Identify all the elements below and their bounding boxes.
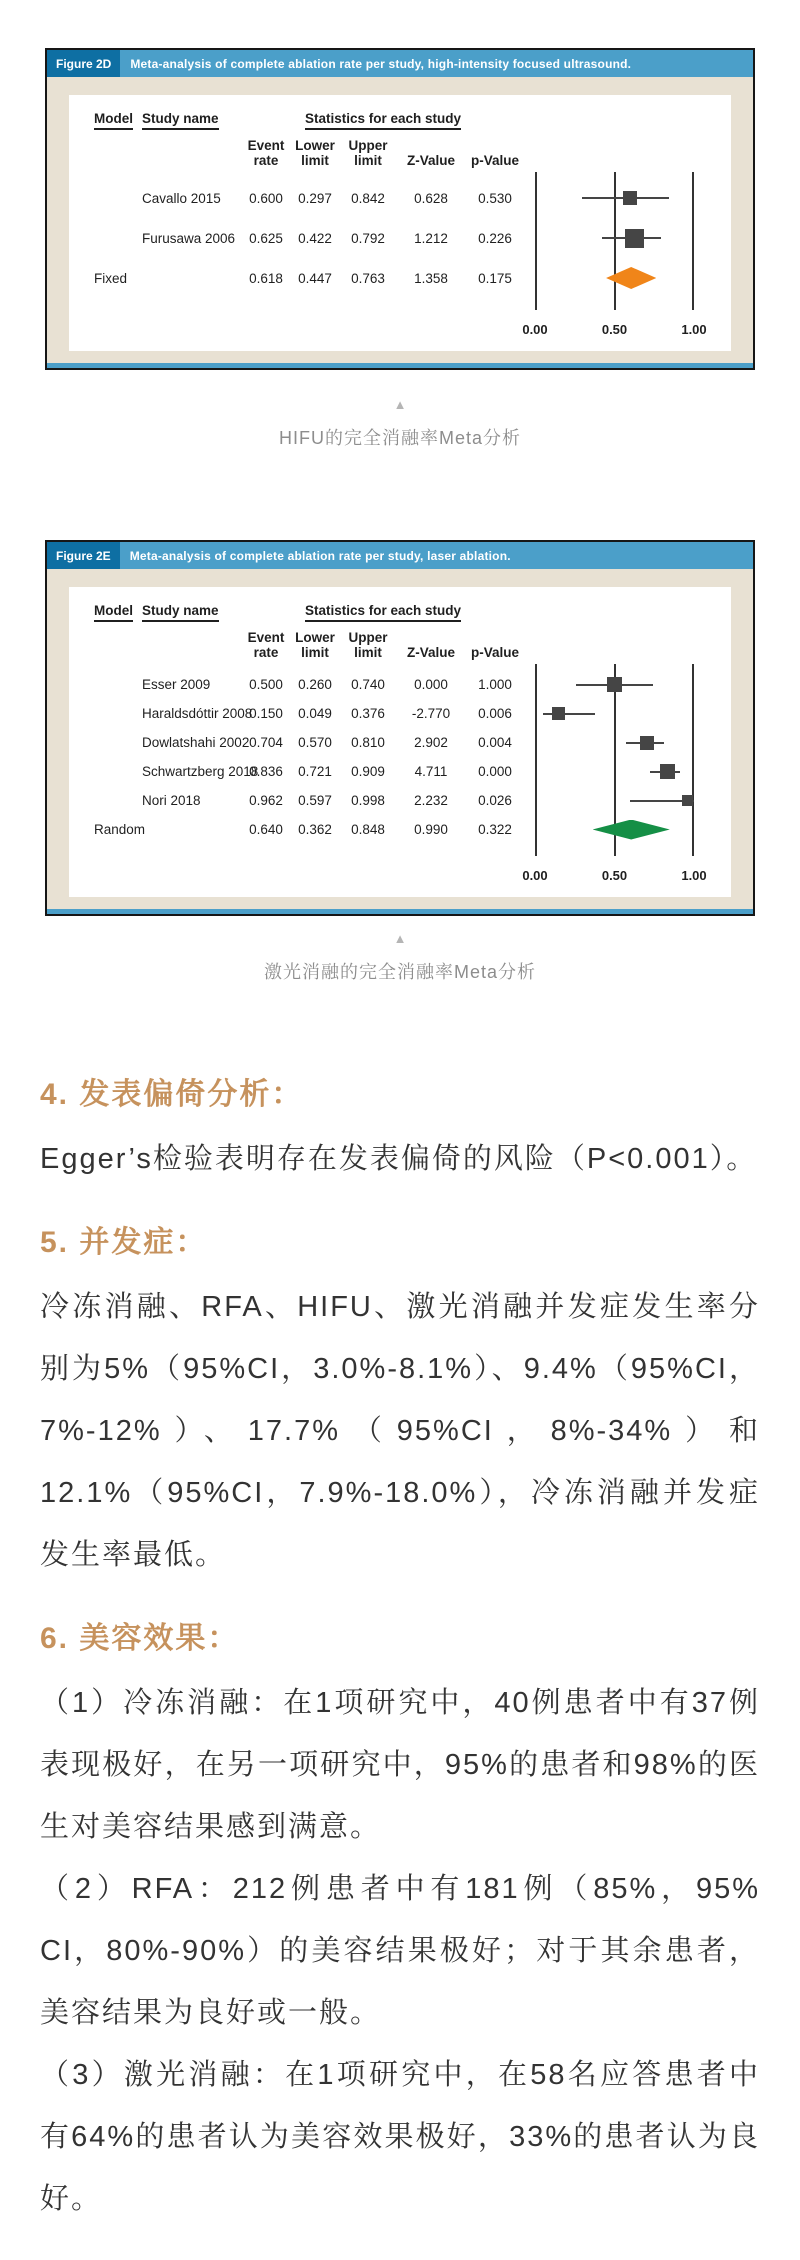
forest-plot-cell xyxy=(535,757,694,786)
figure-bottom-accent xyxy=(47,909,753,914)
x-axis xyxy=(522,322,707,338)
study-row xyxy=(69,786,731,815)
figure-badge: Figure 2D xyxy=(47,50,120,77)
lower-limit-cell: 0.049 xyxy=(298,706,332,721)
figure-body xyxy=(47,77,753,363)
model-column-header: Model xyxy=(94,603,142,622)
z-value-cell: 1.212 xyxy=(414,230,448,246)
forest-rows xyxy=(69,178,731,310)
z-value-cell: -2.770 xyxy=(411,706,451,721)
study-name-cell: Nori 2018 xyxy=(142,793,201,808)
summary-row xyxy=(69,815,731,844)
point-estimate-square xyxy=(625,229,644,248)
figure-badge: Figure 2E xyxy=(47,542,120,569)
axis-tick-label: 1.00 xyxy=(681,868,707,883)
figure-bottom-accent xyxy=(47,363,753,368)
confidence-interval-line xyxy=(543,713,595,715)
z-value-cell: 0.000 xyxy=(414,677,448,692)
paragraph: （2）RFA：212例患者中有181例（85%，95% CI，80%-90%）的美容结果极好；对于其余患者，美容结果为良好或一般。 xyxy=(40,1873,760,2029)
forest-plot-cell xyxy=(535,670,694,699)
forest-plot-cell xyxy=(535,786,694,815)
upper-limit-cell: 0.376 xyxy=(351,706,385,721)
study-name-cell: Schwartzberg 2018 xyxy=(142,764,259,779)
statistics-column-header: Statistics for each study xyxy=(242,111,524,130)
lower-limit-cell: 0.362 xyxy=(298,822,332,837)
stat-column-header: p-Value xyxy=(470,153,519,168)
lower-limit-cell: 0.422 xyxy=(298,230,332,246)
forest-plot-cell xyxy=(535,815,694,844)
study-row xyxy=(69,178,731,218)
upper-limit-cell: 0.763 xyxy=(351,270,385,286)
z-value-cell: 2.902 xyxy=(414,735,448,750)
summary-diamond xyxy=(593,820,670,840)
summary-row xyxy=(69,258,731,298)
point-estimate-square xyxy=(682,795,693,806)
point-estimate-square xyxy=(607,677,622,692)
event-rate-cell: 0.500 xyxy=(249,677,283,692)
study-row xyxy=(69,728,731,757)
point-estimate-square xyxy=(640,736,654,750)
figure-2e-caption xyxy=(0,932,800,984)
upper-limit-cell: 0.848 xyxy=(351,822,385,837)
model-column-header: Model xyxy=(94,111,142,130)
stat-column-header: Lower limit xyxy=(295,138,335,168)
paragraph: （1）冷冻消融：在1项研究中，40例患者中有37例表现极好，在另一项研究中，95%的患者和98%的医生对美容结果感到满意。 xyxy=(40,1687,760,1843)
table-header-row xyxy=(69,111,731,130)
study-row xyxy=(69,218,731,258)
study-row xyxy=(69,670,731,699)
axis-tick-label: 0.50 xyxy=(601,868,628,883)
column-headers xyxy=(69,630,731,660)
z-value-cell: 0.990 xyxy=(414,822,448,837)
model-cell: Fixed xyxy=(94,270,128,286)
section-heading: 4. 发表偏倚分析： xyxy=(40,1078,304,1111)
study-name-cell: Cavallo 2015 xyxy=(142,190,221,206)
forest-plot-cell xyxy=(535,258,694,298)
forest-plot-cell xyxy=(535,218,694,258)
axis-tick-label: 0.50 xyxy=(601,322,628,337)
article-sections xyxy=(40,1042,760,2230)
x-axis xyxy=(522,868,707,884)
caption-text: HIFU的完全消融率Meta分析 xyxy=(278,428,521,448)
p-value-cell: 0.006 xyxy=(478,706,512,721)
point-estimate-square xyxy=(660,764,675,779)
event-rate-cell: 0.640 xyxy=(249,822,283,837)
forest-plot-panel xyxy=(69,95,731,351)
study-row xyxy=(69,757,731,786)
upper-limit-cell: 0.909 xyxy=(351,764,385,779)
point-estimate-square xyxy=(623,191,637,205)
z-value-cell: 1.358 xyxy=(414,270,448,286)
p-value-cell: 0.026 xyxy=(478,793,512,808)
axis-tick-label: 1.00 xyxy=(681,322,707,337)
study-name-cell: Haraldsdóttir 2008 xyxy=(142,706,253,721)
p-value-cell: 0.226 xyxy=(478,230,512,246)
caption-text: 激光消融的完全消融率Meta分析 xyxy=(263,962,536,982)
upper-limit-cell: 0.842 xyxy=(351,190,385,206)
table-header-row xyxy=(69,603,731,622)
stat-column-header: Z-Value xyxy=(406,645,455,660)
figure-2e-card xyxy=(45,540,755,916)
model-cell: Random xyxy=(94,822,146,837)
p-value-cell: 0.004 xyxy=(478,735,512,750)
lower-limit-cell: 0.721 xyxy=(298,764,332,779)
up-triangle-icon: ▲ xyxy=(393,931,407,946)
stat-column-header: Event rate xyxy=(247,630,285,660)
study-name-cell: Esser 2009 xyxy=(142,677,211,692)
summary-diamond xyxy=(606,267,656,289)
point-estimate-square xyxy=(552,707,565,720)
forest-plot-panel xyxy=(69,587,731,897)
p-value-cell: 1.000 xyxy=(478,677,512,692)
p-value-cell: 0.175 xyxy=(478,270,512,286)
forest-plot-cell xyxy=(535,728,694,757)
event-rate-cell: 0.600 xyxy=(249,190,283,206)
z-value-cell: 0.628 xyxy=(414,190,448,206)
upper-limit-cell: 0.998 xyxy=(351,793,385,808)
stat-column-header: Event rate xyxy=(247,138,285,168)
study-name-cell: Dowlatshahi 2002 xyxy=(142,735,250,750)
stat-column-header: Lower limit xyxy=(295,630,335,660)
z-value-cell: 4.711 xyxy=(414,764,448,779)
column-headers xyxy=(69,138,731,168)
figure-2d-card xyxy=(45,48,755,370)
study-column-header: Study name xyxy=(142,111,242,130)
axis-tick-label: 0.00 xyxy=(522,868,548,883)
paragraph: （3）激光消融：在1项研究中，在58名应答患者中有64%的患者认为美容效果极好，33%的患者认为良好。 xyxy=(40,2059,760,2215)
stat-column-header: Z-Value xyxy=(406,153,455,168)
figure-header xyxy=(47,50,753,77)
upper-limit-cell: 0.810 xyxy=(351,735,385,750)
lower-limit-cell: 0.260 xyxy=(298,677,332,692)
z-value-cell: 2.232 xyxy=(414,793,448,808)
event-rate-cell: 0.618 xyxy=(249,270,283,286)
stat-column-header: p-Value xyxy=(470,645,519,660)
figure-title: Meta-analysis of complete ablation rate per study, high-intensity focused ultrasound. xyxy=(130,56,632,71)
event-rate-cell: 0.836 xyxy=(249,764,283,779)
lower-limit-cell: 0.447 xyxy=(298,270,332,286)
p-value-cell: 0.000 xyxy=(478,764,512,779)
lower-limit-cell: 0.570 xyxy=(298,735,332,750)
lower-limit-cell: 0.597 xyxy=(298,793,332,808)
lower-limit-cell: 0.297 xyxy=(298,190,332,206)
paragraph: 冷冻消融、RFA、HIFU、激光消融并发症发生率分别为5%（95%CI，3.0%-8.1%）、9.4%（95%CI，7%-12%）、17.7%（95%CI，8%-34%）和12.1%（95%CI，7.9%-18.0%），冷冻消融并发症发生率最低。 xyxy=(40,1291,760,1571)
figure-2d-caption xyxy=(0,398,800,450)
event-rate-cell: 0.704 xyxy=(249,735,283,750)
paragraph: Egger’s检验表明存在发表偏倚的风险（P<0.001）。 xyxy=(40,1143,758,1175)
study-name-cell: Furusawa 2006 xyxy=(142,230,236,246)
p-value-cell: 0.530 xyxy=(478,190,512,206)
forest-rows xyxy=(69,670,731,856)
event-rate-cell: 0.150 xyxy=(249,706,283,721)
upper-limit-cell: 0.792 xyxy=(351,230,385,246)
study-row xyxy=(69,699,731,728)
figure-header xyxy=(47,542,753,569)
statistics-column-header: Statistics for each study xyxy=(242,603,524,622)
section-heading: 5. 并发症： xyxy=(40,1226,208,1259)
up-triangle-icon: ▲ xyxy=(393,397,407,412)
event-rate-cell: 0.625 xyxy=(249,230,283,246)
event-rate-cell: 0.962 xyxy=(249,793,283,808)
upper-limit-cell: 0.740 xyxy=(351,677,385,692)
figure-title: Meta-analysis of complete ablation rate per study, laser ablation. xyxy=(129,548,511,563)
p-value-cell: 0.322 xyxy=(478,822,512,837)
axis-tick-label: 0.00 xyxy=(522,322,548,337)
study-column-header: Study name xyxy=(142,603,242,622)
figure-body xyxy=(47,569,753,909)
stat-column-header: Upper limit xyxy=(348,138,388,168)
forest-plot-cell xyxy=(535,178,694,218)
stat-column-header: Upper limit xyxy=(348,630,388,660)
forest-plot-cell xyxy=(535,699,694,728)
section-heading: 6. 美容效果： xyxy=(40,1622,240,1655)
